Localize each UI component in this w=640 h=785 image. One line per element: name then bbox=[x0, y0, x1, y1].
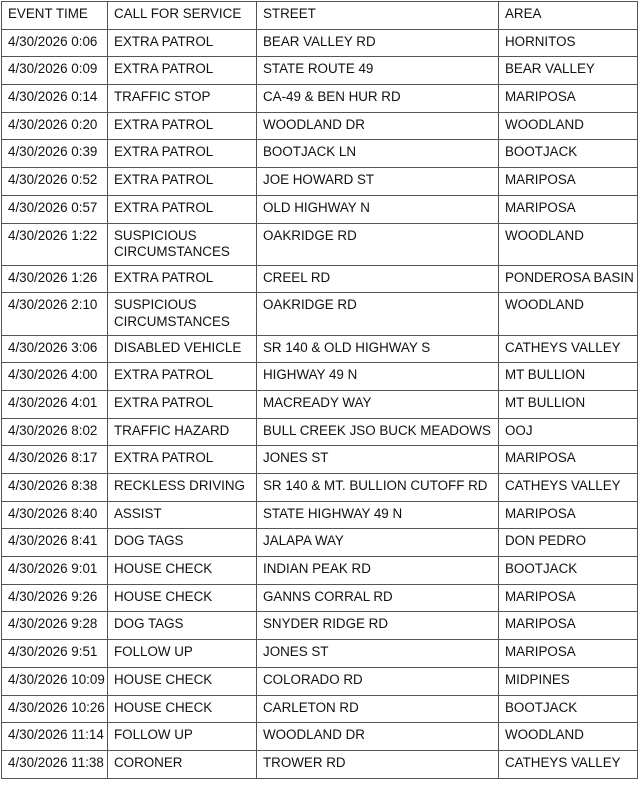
area-cell: MARIPOSA bbox=[499, 640, 638, 668]
event-time-cell: 4/30/2026 0:52 bbox=[2, 168, 108, 196]
street-cell: OLD HIGHWAY N bbox=[257, 195, 499, 223]
call-for-service-cell: EXTRA PATROL bbox=[108, 446, 257, 474]
table-row bbox=[2, 667, 638, 695]
area-cell: CATHEYS VALLEY bbox=[499, 335, 638, 363]
table-row bbox=[2, 293, 638, 335]
street-cell: WOODLAND DR bbox=[257, 112, 499, 140]
street-cell: HIGHWAY 49 N bbox=[257, 363, 499, 391]
street-cell: STATE HIGHWAY 49 N bbox=[257, 501, 499, 529]
area-cell: MARIPOSA bbox=[499, 195, 638, 223]
event-time-cell: 4/30/2026 0:39 bbox=[2, 140, 108, 168]
event-time-cell: 4/30/2026 0:06 bbox=[2, 29, 108, 57]
call-for-service-cell: SUSPICIOUS CIRCUMSTANCES bbox=[108, 293, 257, 335]
table-row bbox=[2, 57, 638, 85]
area-cell: WOODLAND bbox=[499, 223, 638, 265]
table-row bbox=[2, 446, 638, 474]
street-cell: BULL CREEK JSO BUCK MEADOWS bbox=[257, 418, 499, 446]
event-time-cell: 4/30/2026 11:38 bbox=[2, 750, 108, 778]
event-time-cell: 4/30/2026 9:01 bbox=[2, 557, 108, 585]
table-row bbox=[2, 612, 638, 640]
table-row bbox=[2, 529, 638, 557]
event-time-cell: 4/30/2026 0:14 bbox=[2, 85, 108, 113]
area-cell: MIDPINES bbox=[499, 667, 638, 695]
event-time-cell: 4/30/2026 9:51 bbox=[2, 640, 108, 668]
street-cell: JOE HOWARD ST bbox=[257, 168, 499, 196]
event-time-cell: 4/30/2026 3:06 bbox=[2, 335, 108, 363]
call-for-service-cell: DOG TAGS bbox=[108, 612, 257, 640]
street-cell: BOOTJACK LN bbox=[257, 140, 499, 168]
street-cell: GANNS CORRAL RD bbox=[257, 584, 499, 612]
street-cell: JONES ST bbox=[257, 446, 499, 474]
call-for-service-cell: EXTRA PATROL bbox=[108, 112, 257, 140]
call-for-service-cell: HOUSE CHECK bbox=[108, 667, 257, 695]
street-cell: SR 140 & OLD HIGHWAY S bbox=[257, 335, 499, 363]
area-cell: CATHEYS VALLEY bbox=[499, 474, 638, 502]
event-time-cell: 4/30/2026 0:57 bbox=[2, 195, 108, 223]
area-cell: MT BULLION bbox=[499, 363, 638, 391]
header-street: STREET bbox=[257, 2, 499, 30]
event-time-cell: 4/30/2026 9:26 bbox=[2, 584, 108, 612]
area-cell: MARIPOSA bbox=[499, 168, 638, 196]
event-time-cell: 4/30/2026 0:09 bbox=[2, 57, 108, 85]
table-row bbox=[2, 723, 638, 751]
call-for-service-cell: FOLLOW UP bbox=[108, 723, 257, 751]
call-log-table bbox=[1, 1, 638, 779]
table-row bbox=[2, 112, 638, 140]
call-for-service-cell: EXTRA PATROL bbox=[108, 140, 257, 168]
area-cell: MARIPOSA bbox=[499, 85, 638, 113]
area-cell: WOODLAND bbox=[499, 112, 638, 140]
area-cell: BOOTJACK bbox=[499, 140, 638, 168]
call-for-service-cell: FOLLOW UP bbox=[108, 640, 257, 668]
area-cell: HORNITOS bbox=[499, 29, 638, 57]
street-cell: STATE ROUTE 49 bbox=[257, 57, 499, 85]
street-cell: INDIAN PEAK RD bbox=[257, 557, 499, 585]
call-for-service-cell: TRAFFIC STOP bbox=[108, 85, 257, 113]
table-row bbox=[2, 195, 638, 223]
event-time-cell: 4/30/2026 4:01 bbox=[2, 390, 108, 418]
event-time-cell: 4/30/2026 1:22 bbox=[2, 223, 108, 265]
area-cell: MT BULLION bbox=[499, 390, 638, 418]
table-row bbox=[2, 750, 638, 778]
event-time-cell: 4/30/2026 8:38 bbox=[2, 474, 108, 502]
area-cell: CATHEYS VALLEY bbox=[499, 750, 638, 778]
call-for-service-cell: EXTRA PATROL bbox=[108, 363, 257, 391]
call-for-service-cell: CORONER bbox=[108, 750, 257, 778]
table-row bbox=[2, 223, 638, 265]
area-cell: BEAR VALLEY bbox=[499, 57, 638, 85]
event-time-cell: 4/30/2026 1:26 bbox=[2, 265, 108, 293]
call-for-service-cell: HOUSE CHECK bbox=[108, 584, 257, 612]
area-cell: MARIPOSA bbox=[499, 612, 638, 640]
event-time-cell: 4/30/2026 8:40 bbox=[2, 501, 108, 529]
call-for-service-cell: EXTRA PATROL bbox=[108, 29, 257, 57]
table-row bbox=[2, 390, 638, 418]
table-row bbox=[2, 501, 638, 529]
area-cell: OOJ bbox=[499, 418, 638, 446]
street-cell: MACREADY WAY bbox=[257, 390, 499, 418]
table-row bbox=[2, 584, 638, 612]
header-event-time: EVENT TIME bbox=[2, 2, 108, 30]
area-cell: DON PEDRO bbox=[499, 529, 638, 557]
table-row bbox=[2, 695, 638, 723]
street-cell: OAKRIDGE RD bbox=[257, 293, 499, 335]
call-for-service-cell: RECKLESS DRIVING bbox=[108, 474, 257, 502]
event-time-cell: 4/30/2026 4:00 bbox=[2, 363, 108, 391]
table-row bbox=[2, 85, 638, 113]
call-for-service-cell: DISABLED VEHICLE bbox=[108, 335, 257, 363]
header-call-for-service: CALL FOR SERVICE bbox=[108, 2, 257, 30]
area-cell: WOODLAND bbox=[499, 723, 638, 751]
event-time-cell: 4/30/2026 8:41 bbox=[2, 529, 108, 557]
event-time-cell: 4/30/2026 8:02 bbox=[2, 418, 108, 446]
table-row bbox=[2, 363, 638, 391]
street-cell: JONES ST bbox=[257, 640, 499, 668]
street-cell: SR 140 & MT. BULLION CUTOFF RD bbox=[257, 474, 499, 502]
call-for-service-cell: EXTRA PATROL bbox=[108, 168, 257, 196]
event-time-cell: 4/30/2026 8:17 bbox=[2, 446, 108, 474]
table-body bbox=[2, 29, 638, 778]
table-row bbox=[2, 265, 638, 293]
header-area: AREA bbox=[499, 2, 638, 30]
call-for-service-cell: TRAFFIC HAZARD bbox=[108, 418, 257, 446]
street-cell: SNYDER RIDGE RD bbox=[257, 612, 499, 640]
street-cell: JALAPA WAY bbox=[257, 529, 499, 557]
call-for-service-cell: HOUSE CHECK bbox=[108, 557, 257, 585]
table-row bbox=[2, 418, 638, 446]
area-cell: PONDEROSA BASIN bbox=[499, 265, 638, 293]
event-time-cell: 4/30/2026 10:26 bbox=[2, 695, 108, 723]
street-cell: OAKRIDGE RD bbox=[257, 223, 499, 265]
call-for-service-cell: EXTRA PATROL bbox=[108, 195, 257, 223]
event-time-cell: 4/30/2026 9:28 bbox=[2, 612, 108, 640]
table-row bbox=[2, 640, 638, 668]
call-for-service-cell: ASSIST bbox=[108, 501, 257, 529]
street-cell: TROWER RD bbox=[257, 750, 499, 778]
area-cell: MARIPOSA bbox=[499, 446, 638, 474]
area-cell: WOODLAND bbox=[499, 293, 638, 335]
table-row bbox=[2, 140, 638, 168]
street-cell: CA-49 & BEN HUR RD bbox=[257, 85, 499, 113]
area-cell: MARIPOSA bbox=[499, 501, 638, 529]
area-cell: BOOTJACK bbox=[499, 695, 638, 723]
table-row bbox=[2, 29, 638, 57]
table-row bbox=[2, 168, 638, 196]
event-time-cell: 4/30/2026 0:20 bbox=[2, 112, 108, 140]
street-cell: WOODLAND DR bbox=[257, 723, 499, 751]
call-for-service-cell: SUSPICIOUS CIRCUMSTANCES bbox=[108, 223, 257, 265]
area-cell: MARIPOSA bbox=[499, 584, 638, 612]
area-cell: BOOTJACK bbox=[499, 557, 638, 585]
event-time-cell: 4/30/2026 2:10 bbox=[2, 293, 108, 335]
call-for-service-cell: EXTRA PATROL bbox=[108, 265, 257, 293]
table-header-row bbox=[2, 2, 638, 30]
street-cell: COLORADO RD bbox=[257, 667, 499, 695]
street-cell: CARLETON RD bbox=[257, 695, 499, 723]
call-for-service-cell: HOUSE CHECK bbox=[108, 695, 257, 723]
table-row bbox=[2, 557, 638, 585]
call-for-service-cell: EXTRA PATROL bbox=[108, 390, 257, 418]
table-row bbox=[2, 474, 638, 502]
call-for-service-cell: DOG TAGS bbox=[108, 529, 257, 557]
street-cell: CREEL RD bbox=[257, 265, 499, 293]
event-time-cell: 4/30/2026 11:14 bbox=[2, 723, 108, 751]
event-time-cell: 4/30/2026 10:09 bbox=[2, 667, 108, 695]
call-for-service-cell: EXTRA PATROL bbox=[108, 57, 257, 85]
table-row bbox=[2, 335, 638, 363]
street-cell: BEAR VALLEY RD bbox=[257, 29, 499, 57]
